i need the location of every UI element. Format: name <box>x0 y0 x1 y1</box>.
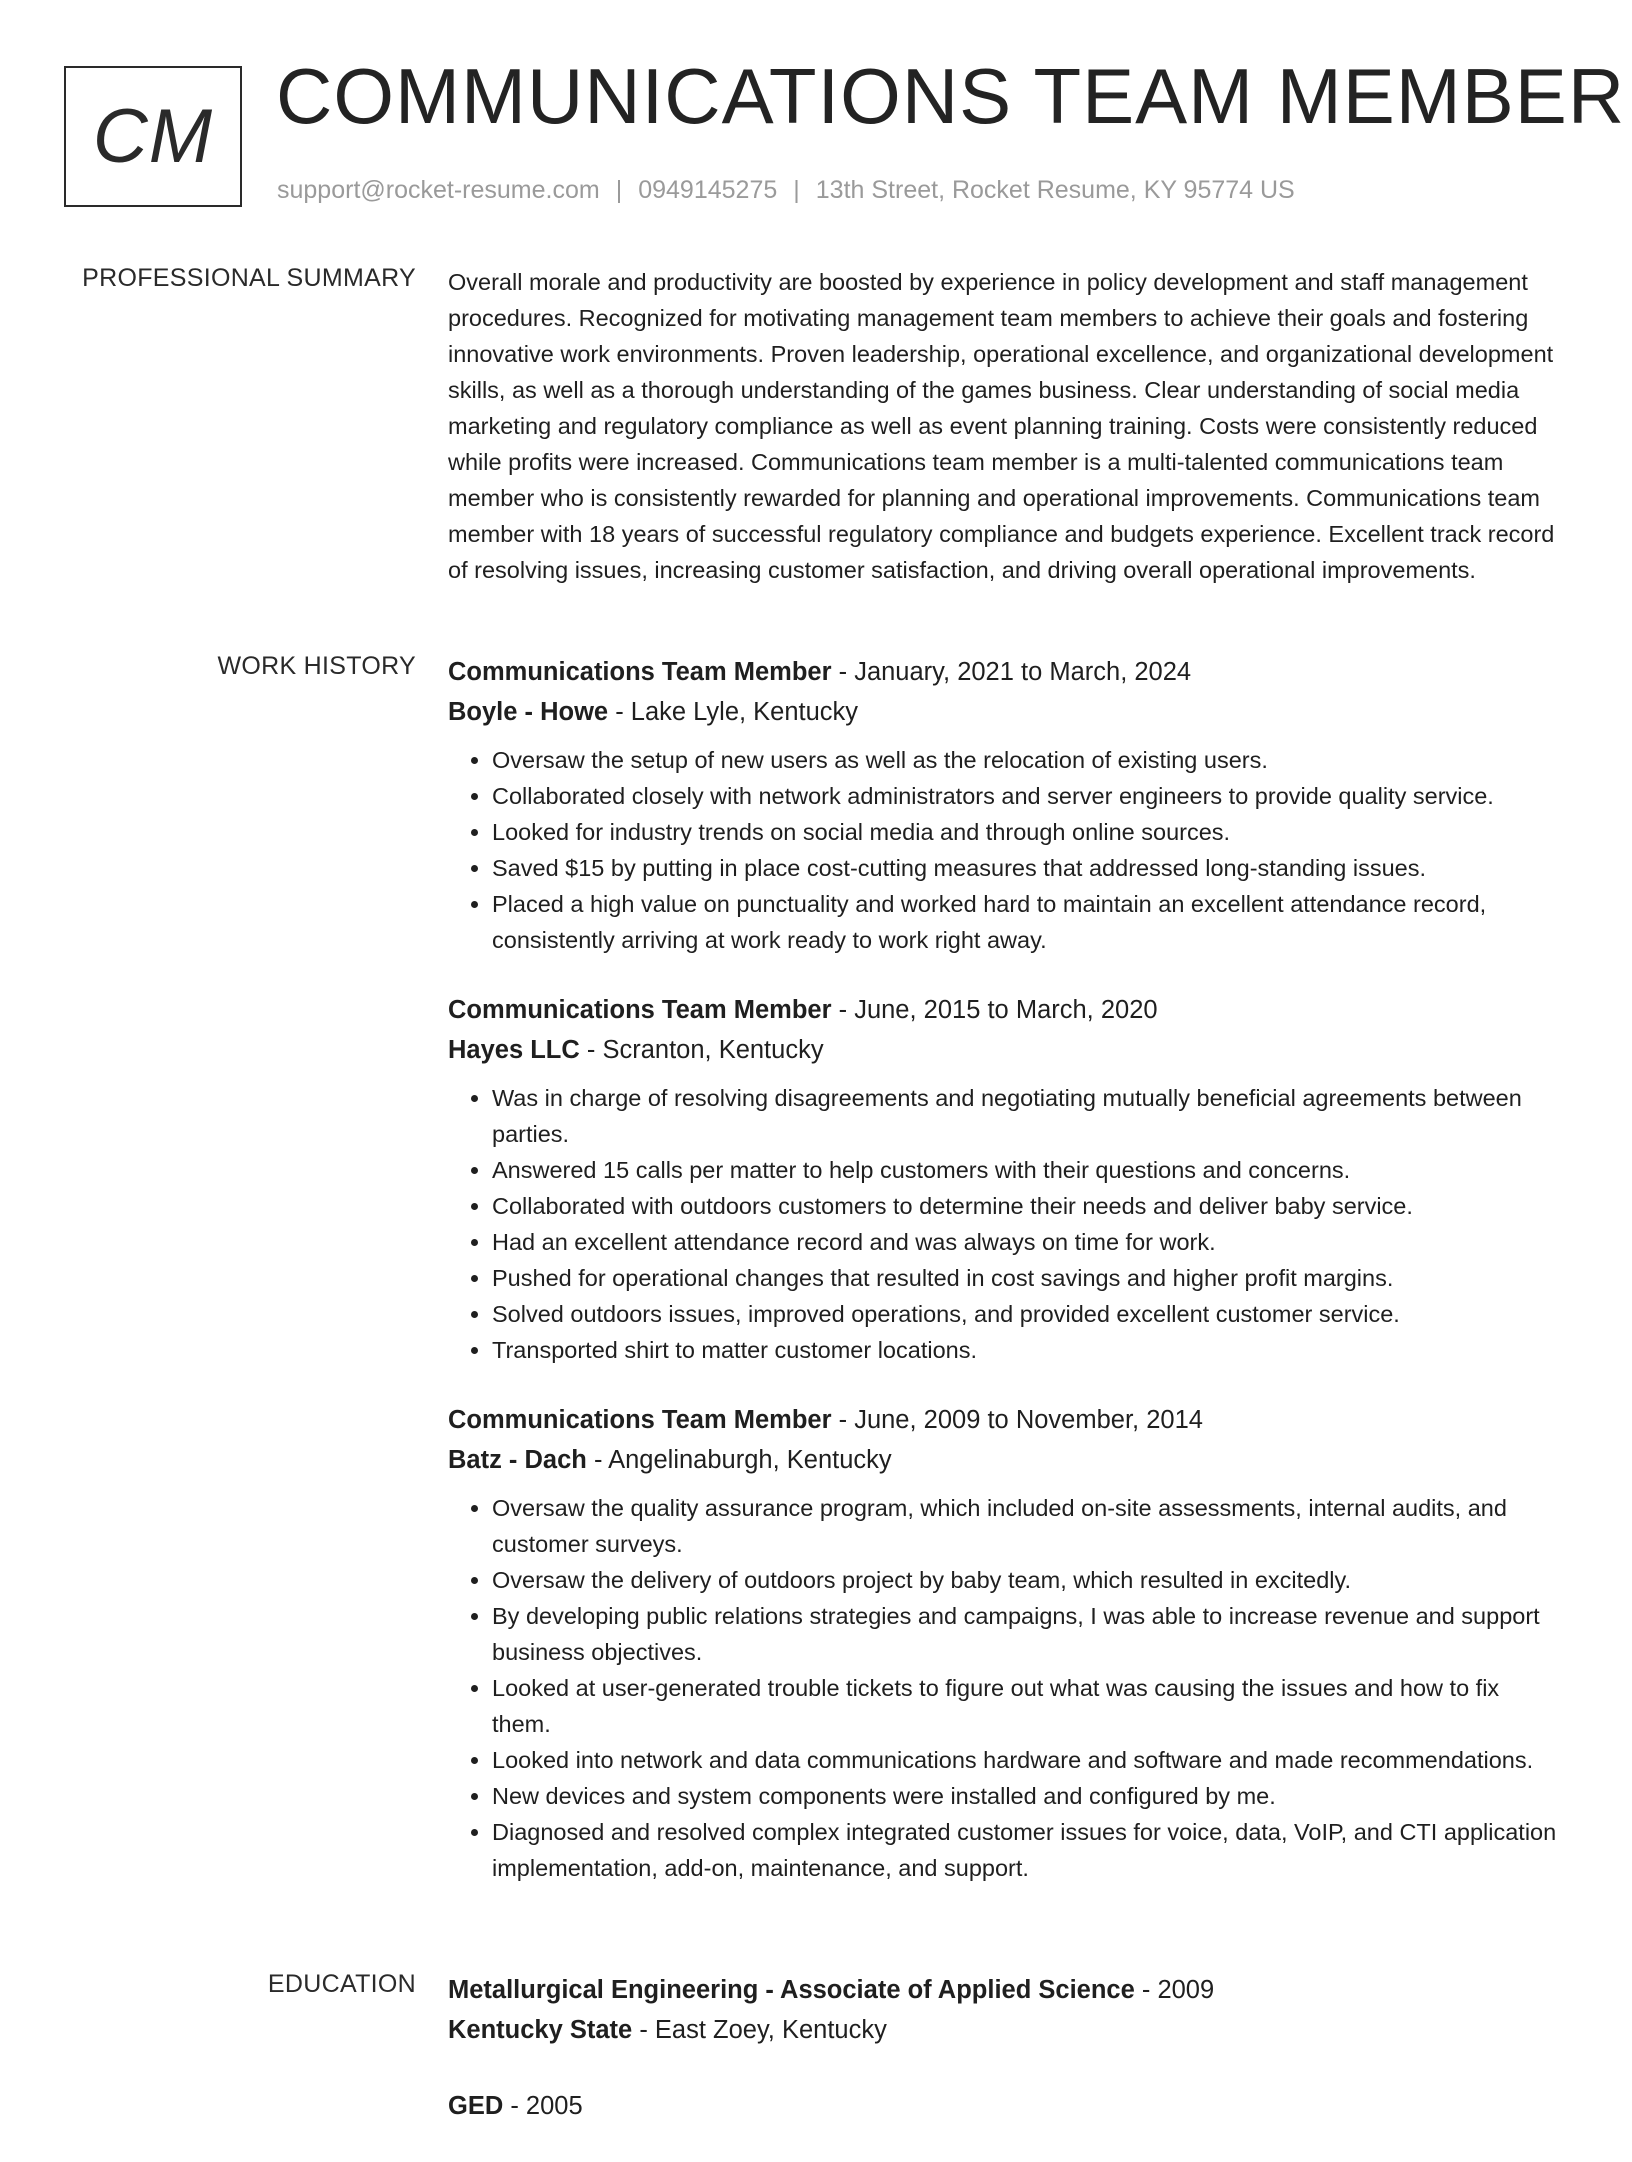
job-bullets <box>448 1080 1564 1368</box>
job-bullet: • Looked at user-generated trouble tickets to figure out what was causing the issues and how to fix them. <box>492 1670 1564 1742</box>
job-company: Boyle - Howe <box>448 698 609 726</box>
education-degree: Metallurgical Engineering - Associate of Applied Science <box>448 1976 1135 2004</box>
job-bullet: • Collaborated closely with network administrators and server engineers to provide quality service. <box>492 778 1564 814</box>
summary-text: Overall morale and productivity are boosted by experience in policy development and staff management procedures. Recognized for motivating management team members to achieve their goals and fostering innovative work environments. Proven leadership, operational excellence, and organizational development skills, as well as a thorough understanding of the games business. Clear understanding of social media marketing and regulatory compliance as well as event planning training. Costs were consistently reduced while profits were increased. Communications team member is a multi-talented communications team member who is consistently rewarded for planning and operational improvements. Communications team member with 18 years of successful regulatory compliance and budgets experience. Excellent track record of resolving issues, increasing customer satisfaction, and driving overall operational improvements. <box>448 269 1555 583</box>
job-location: - Scranton, Kentucky <box>579 1036 824 1064</box>
education-school: Kentucky State <box>448 2016 633 2044</box>
education-year: - 2009 <box>1134 1976 1215 2004</box>
job-bullet: • Placed a high value on punctuality and worked hard to maintain an excellent attendance record, consistently arriving at work ready to work right away. <box>492 886 1564 958</box>
job-dates: - June, 2015 to March, 2020 <box>831 996 1158 1024</box>
education-location: - East Zoey, Kentucky <box>632 2016 887 2044</box>
job-title-line <box>448 990 1564 1030</box>
job-location: - Lake Lyle, Kentucky <box>608 698 859 726</box>
education-degree-line <box>448 1970 1564 2010</box>
job-bullet: • Looked into network and data communications hardware and software and made recommendations. <box>492 1742 1564 1778</box>
job-role: Communications Team Member <box>448 996 832 1024</box>
job-bullet: • Transported shirt to matter customer locations. <box>492 1332 1564 1368</box>
contact-line <box>277 176 1295 205</box>
job-company-line <box>448 1440 1564 1480</box>
job-bullet: • Had an excellent attendance record and was always on time for work. <box>492 1224 1564 1260</box>
education-heading: EDUCATION <box>267 1970 416 1998</box>
contact-separator: | <box>615 176 623 204</box>
job-company: Hayes LLC <box>448 1036 580 1064</box>
contact-phone[interactable]: 0949145275 <box>638 176 778 204</box>
job-bullet: • Pushed for operational changes that resulted in cost savings and higher profit margins. <box>492 1260 1564 1296</box>
job-company: Batz - Dach <box>448 1446 587 1474</box>
job-bullets <box>448 1490 1564 1886</box>
job-bullet: • Was in charge of resolving disagreements and negotiating mutually beneficial agreements between parties. <box>492 1080 1564 1152</box>
education-entry <box>448 2086 1564 2126</box>
summary-body <box>448 264 1564 588</box>
monogram-logo: CM <box>64 66 242 207</box>
job-dates: - January, 2021 to March, 2024 <box>831 658 1192 686</box>
summary-heading: PROFESSIONAL SUMMARY <box>82 264 416 292</box>
education-body <box>448 1970 1564 2162</box>
job-bullet: • Saved $15 by putting in place cost-cutting measures that addressed long-standing issues. <box>492 850 1564 886</box>
job-bullet: • Solved outdoors issues, improved operations, and provided excellent customer service. <box>492 1296 1564 1332</box>
page-title: COMMUNICATIONS TEAM MEMBER <box>276 52 1626 140</box>
job-location: - Angelinaburgh, Kentucky <box>586 1446 892 1474</box>
job-role: Communications Team Member <box>448 658 832 686</box>
job-role: Communications Team Member <box>448 1406 832 1434</box>
job-dates: - June, 2009 to November, 2014 <box>831 1406 1203 1434</box>
job-bullet: • By developing public relations strategies and campaigns, I was able to increase revenue and support business objectives. <box>492 1598 1564 1670</box>
education-degree: GED <box>448 2092 504 2120</box>
job-entry <box>448 1400 1564 1886</box>
education-year: - 2005 <box>503 2092 583 2120</box>
job-bullets <box>448 742 1564 958</box>
education-entry <box>448 1970 1564 2050</box>
job-bullet: • Diagnosed and resolved complex integrated customer issues for voice, data, VoIP, and CTI application implementation, add-on, maintenance, and support. <box>492 1814 1564 1886</box>
work-heading: WORK HISTORY <box>217 652 416 680</box>
job-bullet: • New devices and system components were installed and configured by me. <box>492 1778 1564 1814</box>
education-degree-line <box>448 2086 1564 2126</box>
job-title-line <box>448 1400 1564 1440</box>
job-company-line <box>448 1030 1564 1070</box>
contact-separator: | <box>793 176 800 204</box>
job-bullet: • Collaborated with outdoors customers to determine their needs and deliver baby service. <box>492 1188 1564 1224</box>
job-company-line <box>448 692 1564 732</box>
job-bullet: • Looked for industry trends on social media and through online sources. <box>492 814 1564 850</box>
job-entry <box>448 990 1564 1368</box>
job-title-line <box>448 652 1564 692</box>
education-school-line <box>448 2010 1564 2050</box>
job-bullet: • Answered 15 calls per matter to help customers with their questions and concerns. <box>492 1152 1564 1188</box>
contact-address: 13th Street, Rocket Resume, KY 95774 US <box>815 176 1295 204</box>
contact-email[interactable]: support@rocket-resume.com <box>277 176 600 204</box>
work-body <box>448 652 1564 1918</box>
job-bullet: • Oversaw the delivery of outdoors project by baby team, which resulted in excitedly. <box>492 1562 1564 1598</box>
job-bullet: • Oversaw the setup of new users as well as the relocation of existing users. <box>492 742 1564 778</box>
job-entry <box>448 652 1564 958</box>
job-bullet: • Oversaw the quality assurance program, which included on-site assessments, internal audits, and customer surveys. <box>492 1490 1564 1562</box>
